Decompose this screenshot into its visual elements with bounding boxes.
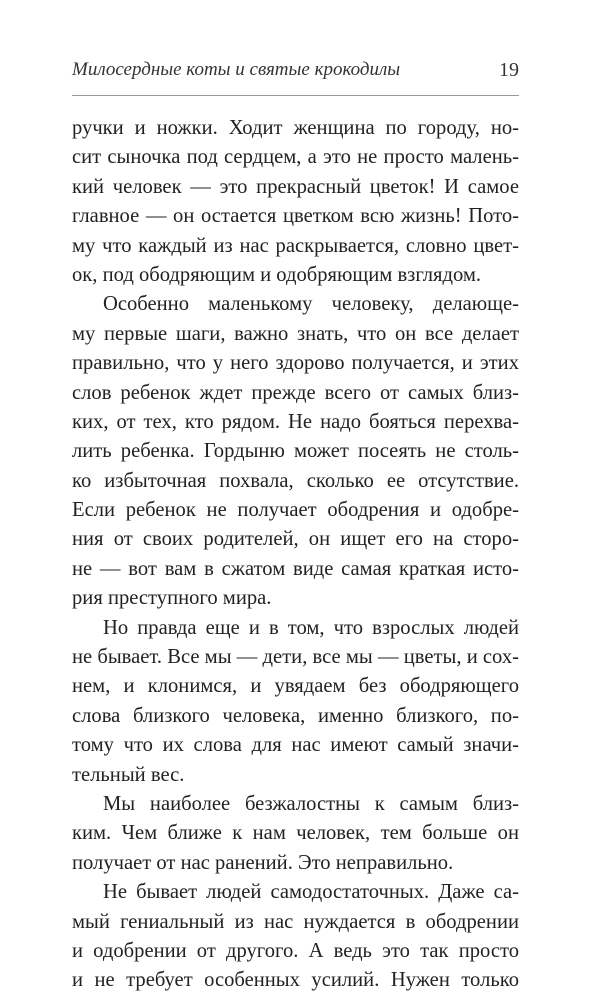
text-line: правильно, что у него здорово получается, и этих (72, 352, 519, 375)
text-line: му первые шаги, важно знать, что он все делает (72, 322, 519, 345)
header-rule (72, 95, 519, 96)
running-head (72, 58, 519, 84)
text-line: ручки и ножки. Ходит женщина по городу, но- (72, 117, 519, 139)
text-line: ким. Чем ближе к нам человек, тем больше он (72, 822, 519, 845)
page-number: 19 (499, 59, 519, 81)
paragraph (72, 878, 519, 996)
text-line: слов ребенок ждет прежде всего от самых близ- (72, 381, 519, 404)
text-line: Особенно маленькому человеку, делающе- (103, 293, 519, 316)
text-line: ких, от тех, кто рядом. Не надо бояться перехва- (72, 410, 519, 433)
text-line: сит сыночка под сердцем, а это не просто малень- (72, 146, 519, 169)
paragraph (72, 114, 519, 290)
paragraph (72, 614, 519, 790)
text-line: не бывает. Все мы — дети, все мы — цветы, и сох- (72, 646, 519, 669)
running-title: Милосердные коты и святые крокодилы (72, 59, 401, 80)
text-line: кий человек — это прекрасный цветок! И самое (72, 175, 519, 198)
text-line: тельный вес. (72, 763, 185, 786)
paragraph (72, 290, 519, 613)
text-line: нем, и клонимся, и увядаем без ободряющего (72, 675, 519, 698)
text-line: Мы наиболее безжалостны к самым близ- (103, 792, 519, 815)
text-line: Если ребенок не получает ободрения и одобре- (72, 499, 519, 522)
text-line: мый гениальный из нас нуждается в ободрении (72, 910, 519, 933)
text-line: не — вот вам в сжатом виде самая краткая исто- (72, 557, 519, 580)
text-line: Но правда еще и в том, что взрослых людей (103, 616, 519, 639)
text-line: тому что их слова для нас имеют самый значи- (72, 734, 519, 757)
text-line: и не требует особенных усилий. Нужен только (72, 969, 519, 992)
body-text (72, 114, 519, 996)
text-line: главное — он остается цветком всю жизнь! Пото- (72, 205, 519, 228)
paragraph (72, 790, 519, 878)
text-line: ок, под ободряющим и одобряющим взглядом. (72, 263, 482, 286)
text-line: лить ребенка. Гордыню может посеять не столь- (72, 440, 519, 463)
text-line: рия преступного мира. (72, 587, 272, 610)
text-line: слова близкого человека, именно близкого, по- (72, 704, 519, 727)
text-line: ко избыточная похвала, сколько ее отсутствие. (72, 469, 519, 492)
text-line: и одобрении от другого. А ведь это так просто (72, 939, 519, 962)
text-line: му что каждый из нас раскрывается, словно цвет- (72, 234, 519, 257)
text-line: ния от своих родителей, он ищет его на сторо- (72, 528, 519, 551)
text-line: Не бывает людей самодостаточных. Даже са- (103, 881, 519, 904)
text-line: получает от нас ранений. Это неправильно. (72, 851, 454, 874)
